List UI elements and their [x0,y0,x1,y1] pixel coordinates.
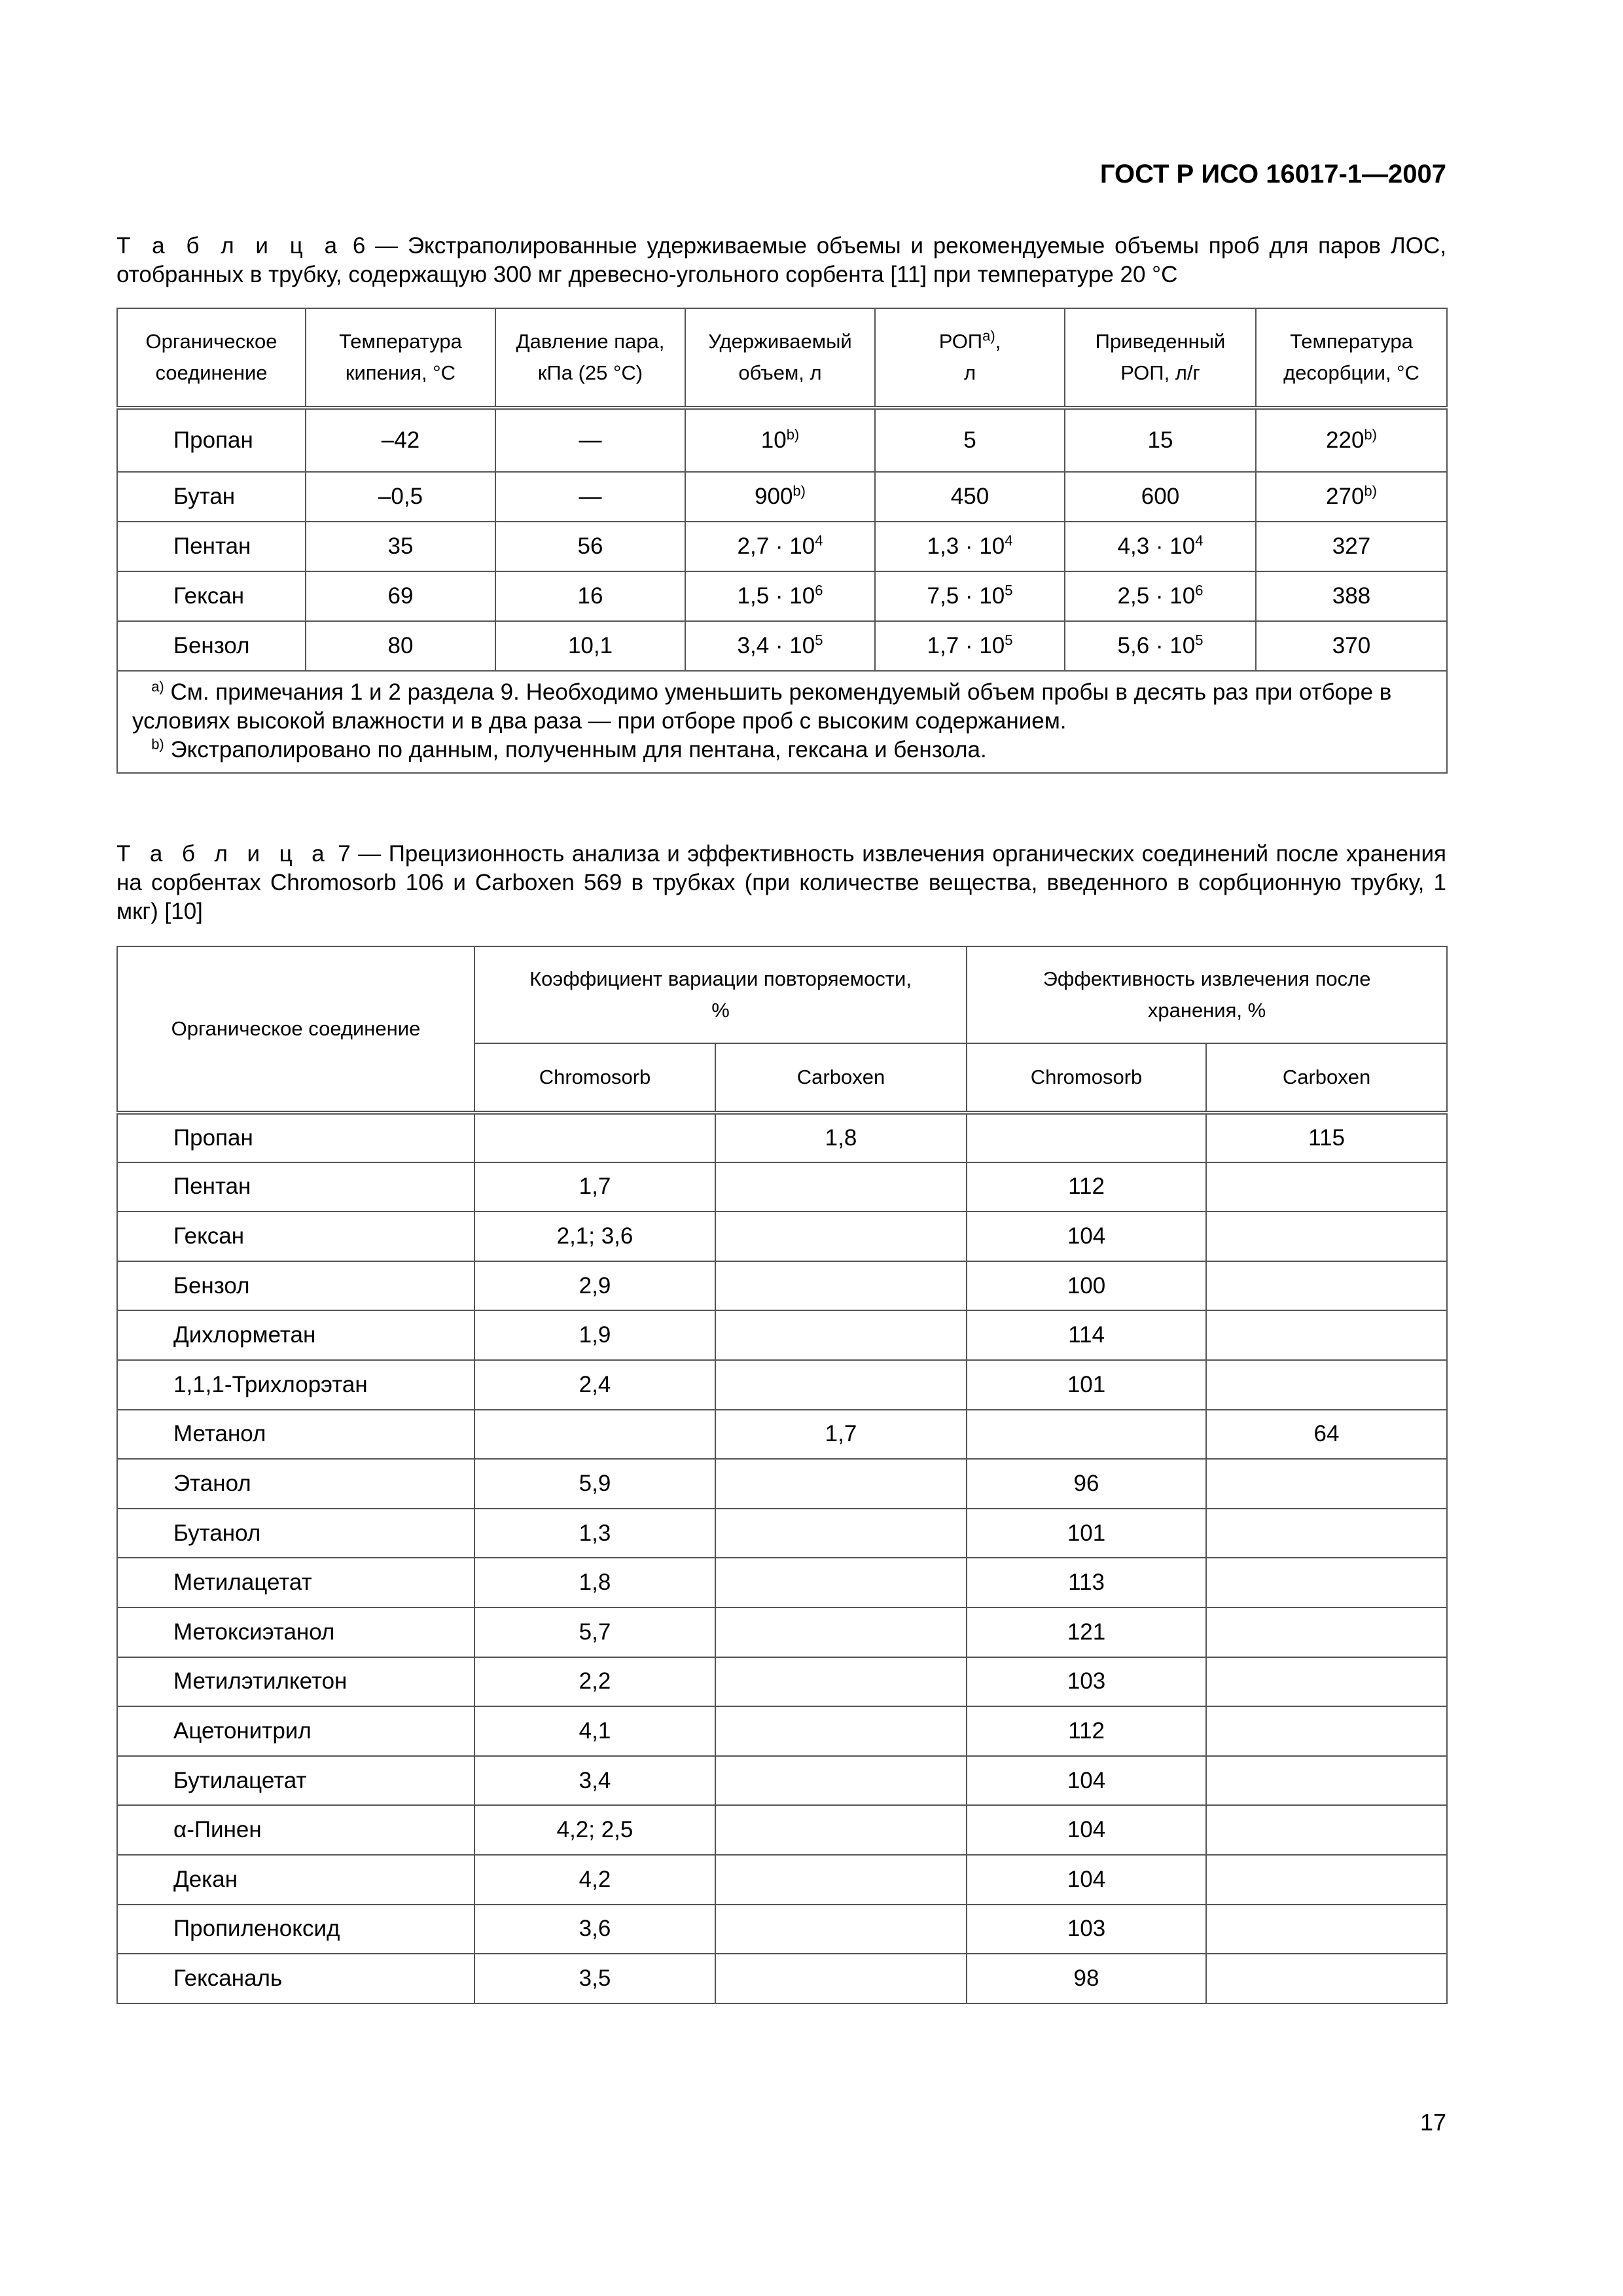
compound-name: Метилацетат [117,1558,474,1607]
cv-carboxen [715,1459,967,1509]
table-row [117,1558,1447,1607]
cv-carboxen [715,1657,967,1707]
rop: $7,5 \cdot 10^5$ [875,571,1065,621]
cv-carboxen: 1,8 [715,1113,967,1162]
cv-carboxen [715,1905,967,1954]
vapor-pressure: 10,1 [495,621,685,671]
vapor-pressure: 56 [495,522,685,571]
table6-header-boiling: Температура кипения, °C [306,308,495,408]
reduced-rop: $5,6 \cdot 10^5$ [1065,621,1256,671]
table-row [117,1805,1447,1855]
compound-name: Метоксиэтанол [117,1607,474,1657]
cv-chromosorb [474,1410,715,1460]
efficiency-chromosorb: 104 [967,1756,1206,1806]
efficiency-chromosorb: 112 [967,1706,1206,1756]
table6-header-retention-volume: Удерживаемый объем, л [685,308,875,408]
compound-name: Гексан [117,1211,474,1261]
table-row [117,621,1447,671]
table7-caption-label: Т а б л и ц а [116,841,330,867]
retention-volume: $2,7 \cdot 10^4$ [685,522,875,571]
reduced-rop: $4,3 \cdot 10^4$ [1065,522,1256,571]
table6-header-desorption: Температура десорбции, °C [1256,308,1447,408]
reduced-rop: 15 [1065,408,1256,472]
vapor-pressure: — [495,408,685,472]
desorption-temp: 220$^{b)}$ [1256,408,1447,472]
table6-header-rop: $РОП^{а)}$, л [875,308,1065,408]
compound-name: Пропиленоксид [117,1905,474,1954]
compound-name: Пентан [117,522,306,571]
table-row [117,1211,1447,1261]
table-row [117,1657,1447,1707]
cv-chromosorb: 1,3 [474,1509,715,1558]
cv-chromosorb: 2,4 [474,1360,715,1410]
cv-carboxen [715,1607,967,1657]
cv-chromosorb: 4,2 [474,1855,715,1905]
efficiency-chromosorb: 96 [967,1459,1206,1509]
table6-caption-label: Т а б л и ц а [116,233,344,259]
table-row [117,1410,1447,1460]
cv-chromosorb: 5,9 [474,1459,715,1509]
cv-chromosorb: 2,9 [474,1261,715,1311]
rop: 5 [875,408,1065,472]
compound-name: Пентан [117,1162,474,1212]
compound-name: Дихлорметан [117,1310,474,1360]
table-row [117,1855,1447,1905]
efficiency-chromosorb [967,1410,1206,1460]
efficiency-chromosorb: 101 [967,1360,1206,1410]
rop: 450 [875,472,1065,522]
cv-chromosorb: 3,5 [474,1954,715,2003]
cv-carboxen [715,1211,967,1261]
table-row [117,1509,1447,1558]
rop: $1,3 \cdot 10^4$ [875,522,1065,571]
subheader-cv-carboxen: Carboxen [715,1043,967,1113]
table-row [117,1954,1447,2003]
compound-name: Этанол [117,1459,474,1509]
efficiency-carboxen [1206,1459,1447,1509]
table-row [117,1162,1447,1212]
efficiency-chromosorb: 114 [967,1310,1206,1360]
efficiency-chromosorb [967,1113,1206,1162]
subheader-eff-chromosorb: Chromosorb [967,1043,1206,1113]
cv-carboxen [715,1954,967,2003]
table-row [117,472,1447,522]
table6-caption-number: 6 [352,233,366,259]
reduced-rop: 600 [1065,472,1256,522]
efficiency-carboxen [1206,1162,1447,1212]
table-row [117,571,1447,621]
compound-name: Пропан [117,408,306,472]
footnote-a: $^{а)}$ См. примечания 1 и 2 раздела 9. Необходимо уменьшить рекомендуемый объем пробы в десять раз при отборе в условиях высокой влажности и в два раза — при отборе проб с высоким содержанием. [132,678,1392,734]
retention-volume: 10$^{b)}$ [685,408,875,472]
efficiency-carboxen [1206,1805,1447,1855]
compound-name: Метилэтилкетон [117,1657,474,1707]
cv-chromosorb: 4,1 [474,1706,715,1756]
efficiency-chromosorb: 100 [967,1261,1206,1311]
cv-carboxen [715,1509,967,1558]
document-code: ГОСТ Р ИСО 16017-1—2007 [1099,160,1446,188]
efficiency-chromosorb: 103 [967,1905,1206,1954]
desorption-temp: 370 [1256,621,1447,671]
cv-carboxen: 1,7 [715,1410,967,1460]
cv-chromosorb: 2,1; 3,6 [474,1211,715,1261]
boiling-temp: 80 [306,621,495,671]
cv-carboxen [715,1162,967,1212]
table7-header-compound: Органическое соединение [117,946,474,1113]
cv-chromosorb [474,1113,715,1162]
retention-volume: 900$^{b)}$ [685,472,875,522]
cv-chromosorb: 1,7 [474,1162,715,1212]
table6-notes-row [117,671,1447,773]
table6-header-row [117,308,1447,408]
table6-header-reduced-rop: Приведенный РОП, л/г [1065,308,1256,408]
cv-carboxen [715,1756,967,1806]
compound-name: Гексаналь [117,1954,474,2003]
cv-chromosorb: 3,4 [474,1756,715,1806]
compound-name: Бутилацетат [117,1756,474,1806]
footnote-b: $^{b)}$ Экстраполировано по данным, полученным для пентана, гексана и бензола. [151,736,987,762]
vapor-pressure: 16 [495,571,685,621]
compound-name: Метанол [117,1410,474,1460]
table6-caption [116,232,1446,289]
boiling-temp: 35 [306,522,495,571]
page-number: 17 [1419,2109,1446,2136]
rop: $1,7 \cdot 10^5$ [875,621,1065,671]
cv-carboxen [715,1558,967,1607]
efficiency-carboxen [1206,1211,1447,1261]
table-row [117,408,1447,472]
efficiency-chromosorb: 104 [967,1211,1206,1261]
efficiency-carboxen: 115 [1206,1113,1447,1162]
compound-name: 1,1,1-Трихлорэтан [117,1360,474,1410]
efficiency-carboxen [1206,1706,1447,1756]
table-row [117,1310,1447,1360]
table-row [117,1261,1447,1311]
table-row [117,1607,1447,1657]
table6-caption-text: — Экстраполированные удерживаемые объемы и рекомендуемые объемы проб для паров ЛОС, отобранных в трубку, содержащую 300 мг древесно-угольного сорбента [11] при температуре 20 °C [116,233,1446,287]
table7 [116,946,1448,2004]
table7-caption-text: — Прецизионность анализа и эффективность извлечения органических соединений после хранения на сорбентах Chromosorb 106 и Carboxen 569 в трубках (при количестве вещества, введенного в сорбционную трубку, 1 мкг) [10] [116,841,1446,924]
cv-chromosorb: 1,8 [474,1558,715,1607]
retention-volume: $1,5 \cdot 10^6$ [685,571,875,621]
cv-chromosorb: 3,6 [474,1905,715,1954]
vapor-pressure: — [495,472,685,522]
efficiency-carboxen [1206,1360,1447,1410]
table6-header-compound: Органическое соединение [117,308,306,408]
efficiency-carboxen [1206,1954,1447,2003]
table7-caption [116,840,1446,926]
efficiency-chromosorb: 98 [967,1954,1206,2003]
efficiency-chromosorb: 104 [967,1855,1206,1905]
cv-carboxen [715,1310,967,1360]
table6-header-pressure: Давление пара, кПа (25 °C) [495,308,685,408]
efficiency-carboxen [1206,1657,1447,1707]
efficiency-carboxen [1206,1509,1447,1558]
efficiency-chromosorb: 104 [967,1805,1206,1855]
table-row [117,1905,1447,1954]
table6-footnotes [117,671,1447,773]
cv-carboxen [715,1855,967,1905]
cv-chromosorb: 4,2; 2,5 [474,1805,715,1855]
cv-carboxen [715,1261,967,1311]
table7-header-row [117,946,1447,1043]
table7-header-efficiency: Эффективность извлечения после хранения, % [967,946,1447,1043]
table7-header-cv: Коэффициент вариации повторяемости, % [474,946,967,1043]
compound-name: α-Пинен [117,1805,474,1855]
subheader-cv-chromosorb: Chromosorb [474,1043,715,1113]
boiling-temp: 69 [306,571,495,621]
cv-carboxen [715,1805,967,1855]
efficiency-chromosorb: 121 [967,1607,1206,1657]
table-row [117,1756,1447,1806]
compound-name: Пропан [117,1113,474,1162]
reduced-rop: $2,5 \cdot 10^6$ [1065,571,1256,621]
table7-caption-number: 7 [338,841,351,867]
boiling-temp: –0,5 [306,472,495,522]
compound-name: Гексан [117,571,306,621]
table-row [117,1706,1447,1756]
efficiency-carboxen [1206,1905,1447,1954]
compound-name: Бутанол [117,1509,474,1558]
cv-chromosorb: 2,2 [474,1657,715,1707]
table6 [116,308,1448,774]
efficiency-chromosorb: 101 [967,1509,1206,1558]
table-row [117,522,1447,571]
efficiency-chromosorb: 112 [967,1162,1206,1212]
boiling-temp: –42 [306,408,495,472]
subheader-eff-carboxen: Carboxen [1206,1043,1447,1113]
desorption-temp: 270$^{b)}$ [1256,472,1447,522]
table-row [117,1459,1447,1509]
efficiency-chromosorb: 103 [967,1657,1206,1707]
table-row [117,1360,1447,1410]
table-row [117,1113,1447,1162]
efficiency-carboxen [1206,1756,1447,1806]
compound-name: Бензол [117,1261,474,1311]
efficiency-carboxen [1206,1558,1447,1607]
efficiency-carboxen [1206,1310,1447,1360]
efficiency-carboxen [1206,1855,1447,1905]
efficiency-chromosorb: 113 [967,1558,1206,1607]
efficiency-carboxen [1206,1261,1447,1311]
cv-chromosorb: 5,7 [474,1607,715,1657]
compound-name: Декан [117,1855,474,1905]
compound-name: Бензол [117,621,306,671]
desorption-temp: 388 [1256,571,1447,621]
desorption-temp: 327 [1256,522,1447,571]
compound-name: Ацетонитрил [117,1706,474,1756]
cv-carboxen [715,1360,967,1410]
cv-carboxen [715,1706,967,1756]
cv-chromosorb: 1,9 [474,1310,715,1360]
compound-name: Бутан [117,472,306,522]
efficiency-carboxen: 64 [1206,1410,1447,1460]
retention-volume: $3,4 \cdot 10^5$ [685,621,875,671]
efficiency-carboxen [1206,1607,1447,1657]
